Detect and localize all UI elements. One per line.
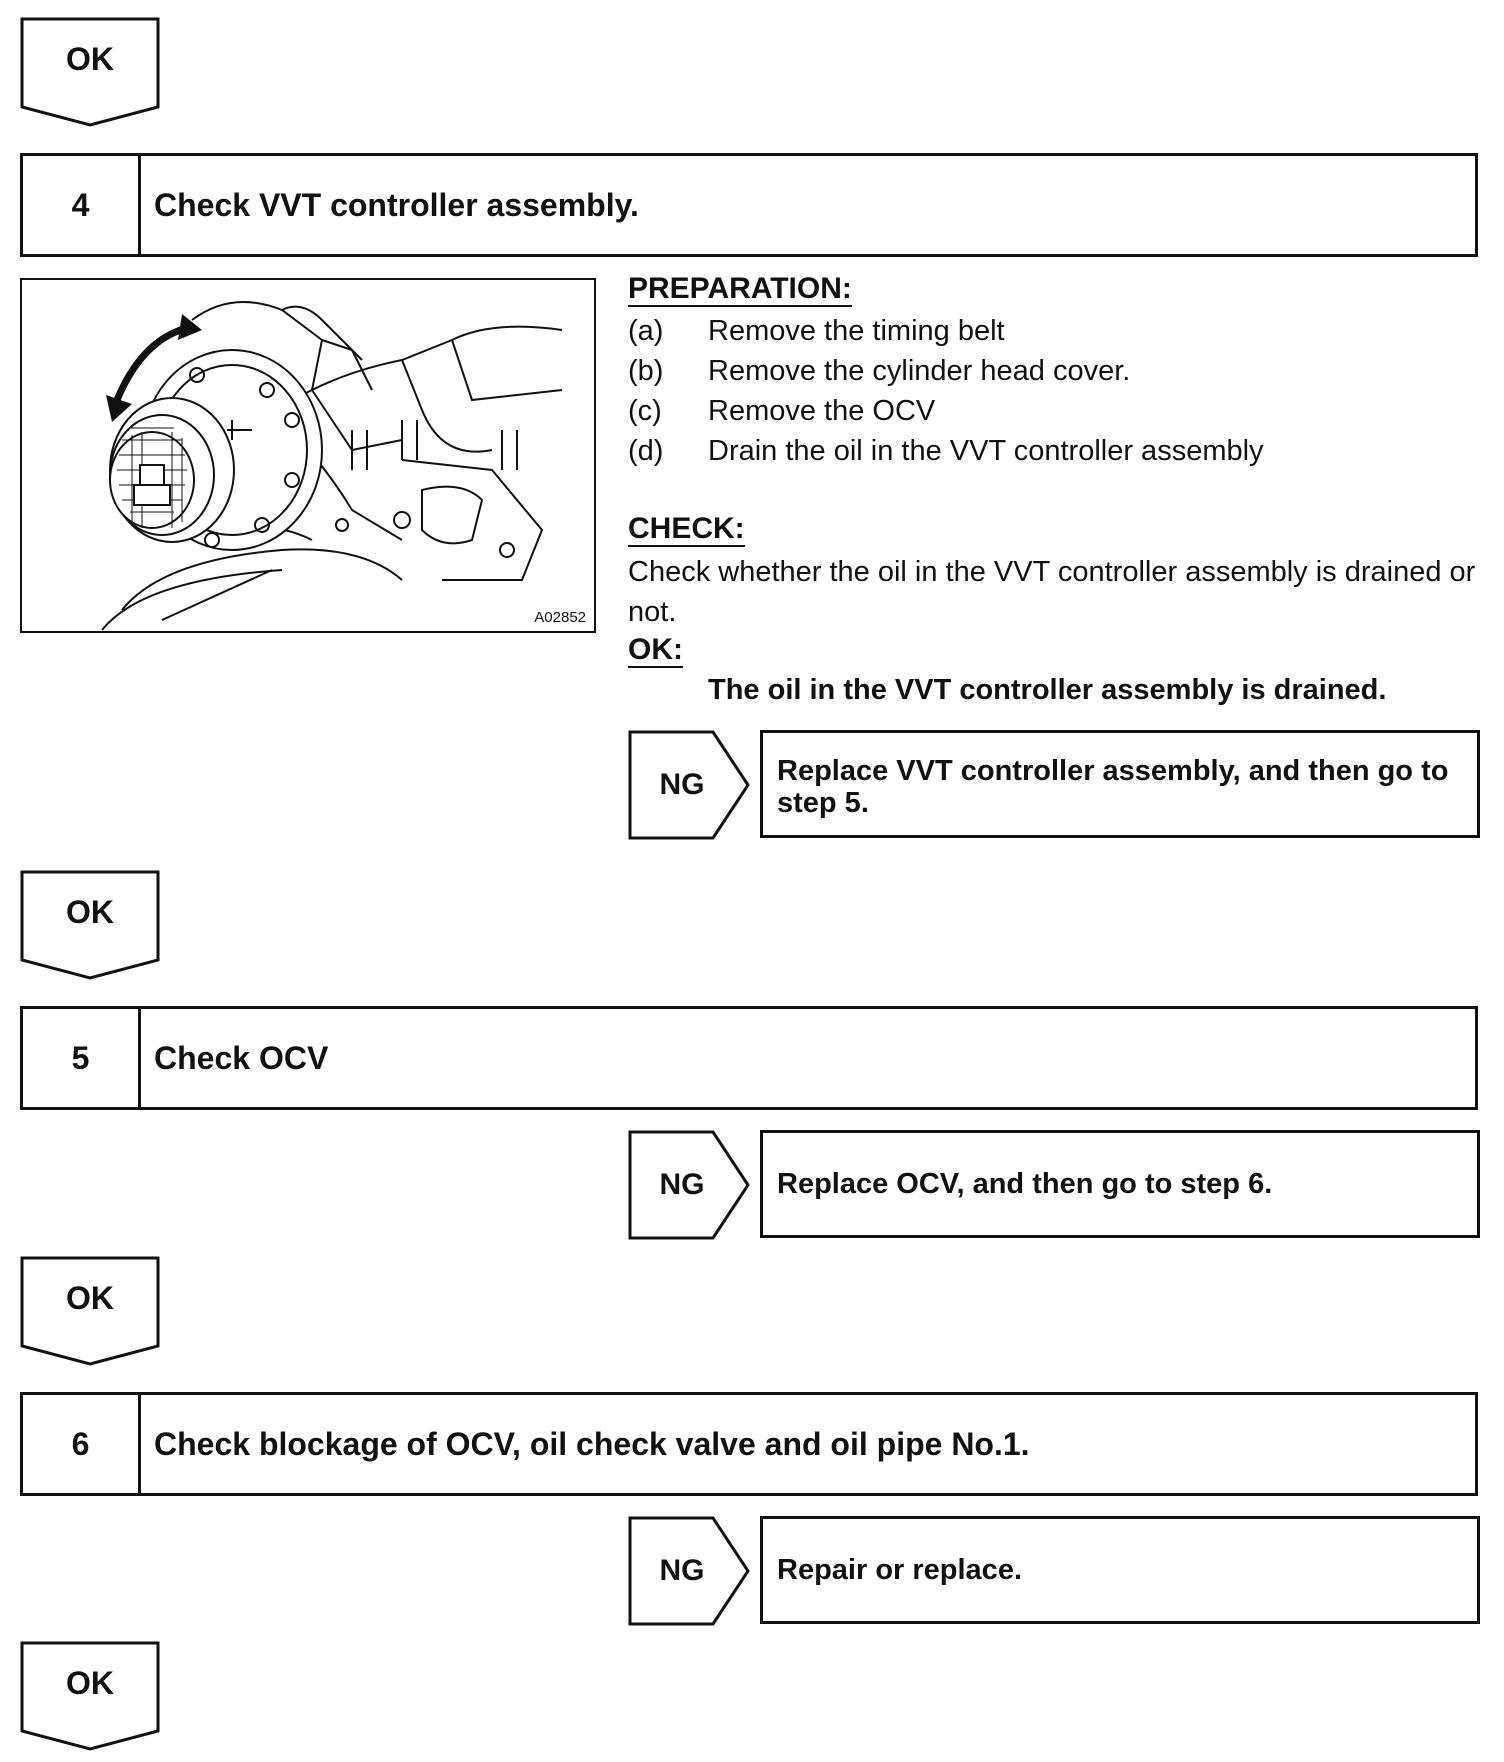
ng-result-box: Replace OCV, and then go to step 6. <box>760 1130 1480 1238</box>
check-text: Check whether the oil in the VVT controller assembly is drained or not. <box>628 556 1476 628</box>
preparation-item: (b) Remove the cylinder head cover. <box>628 355 1131 387</box>
preparation-heading: PREPARATION: <box>628 272 852 305</box>
ok-label: OK <box>66 1280 114 1316</box>
ng-label: NG <box>659 1554 705 1587</box>
figure-code: A02852 <box>534 609 586 626</box>
ok-arrow-badge <box>20 870 160 982</box>
ok-label: OK <box>66 1665 114 1701</box>
ng-label: NG <box>659 1168 705 1201</box>
check-heading: CHECK: <box>628 512 745 545</box>
step-number: 6 <box>23 1395 141 1493</box>
ng-arrow-badge <box>628 730 752 840</box>
ok-arrow-badge <box>20 1256 160 1368</box>
preparation-item: (a) Remove the timing belt <box>628 315 1005 347</box>
step-title: Check OCV <box>154 1039 329 1076</box>
ok-arrow-badge <box>20 17 160 129</box>
ng-arrow-badge <box>628 1130 752 1240</box>
ok-label: OK <box>66 41 114 77</box>
step-number: 5 <box>23 1009 141 1107</box>
step-title: Check blockage of OCV, oil check valve and oil pipe No.1. <box>154 1425 1030 1462</box>
step-4-header <box>20 153 1478 257</box>
ng-result-box: Repair or replace. <box>760 1516 1480 1624</box>
ng-arrow-badge <box>628 1516 752 1626</box>
ng-label: NG <box>659 768 705 801</box>
vvt-controller-illustration <box>20 278 596 633</box>
preparation-item: (c) Remove the OCV <box>628 395 936 427</box>
ok-condition: The oil in the VVT controller assembly is drained. <box>708 674 1387 706</box>
step-title: Check VVT controller assembly. <box>154 186 639 223</box>
preparation-item: (d) Drain the oil in the VVT controller assembly <box>628 435 1264 467</box>
step-number: 4 <box>23 156 141 254</box>
ok-heading: OK: <box>628 633 683 666</box>
step-6-header <box>20 1392 1478 1496</box>
ng-result-box: Replace VVT controller assembly, and then go to step 5. <box>760 730 1480 838</box>
ok-label: OK <box>66 894 114 930</box>
ok-arrow-badge <box>20 1641 160 1753</box>
step-5-header <box>20 1006 1478 1110</box>
